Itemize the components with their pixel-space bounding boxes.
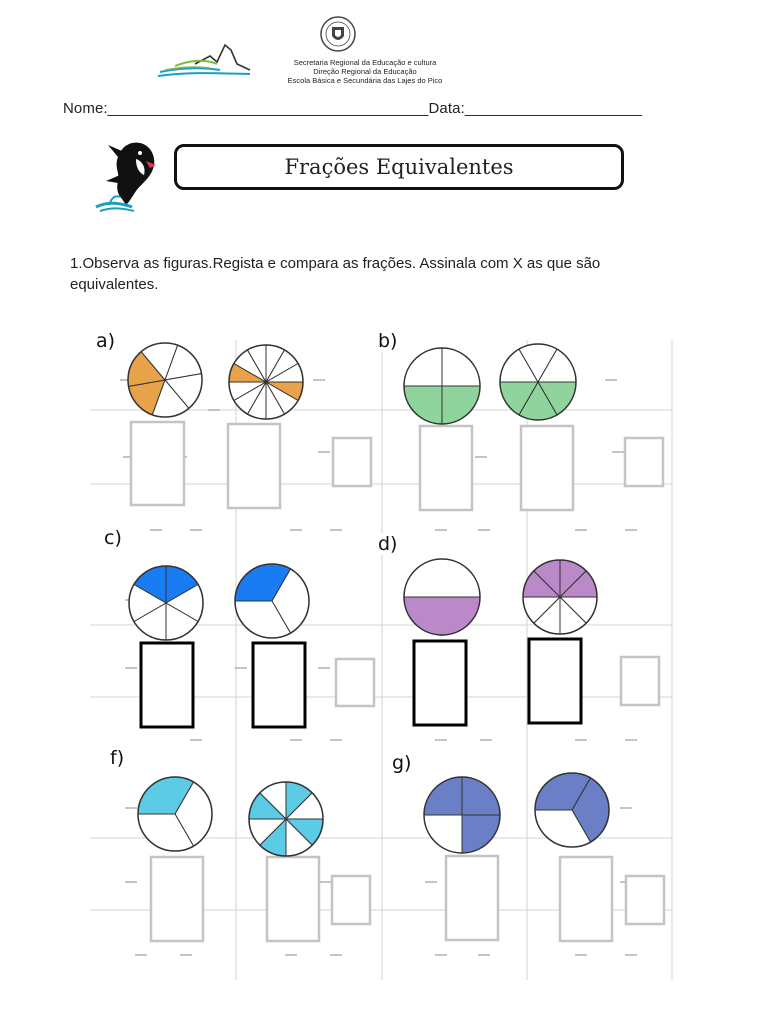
answer-box[interactable]	[332, 876, 370, 924]
fraction-circle	[138, 777, 212, 851]
answer-box[interactable]	[560, 857, 612, 941]
fraction-circle	[500, 344, 576, 420]
answer-box[interactable]	[626, 876, 664, 924]
fraction-circle	[128, 343, 202, 417]
answer-box[interactable]	[625, 438, 663, 486]
answer-box[interactable]	[333, 438, 371, 486]
answer-box[interactable]	[253, 643, 305, 727]
fraction-slice	[404, 559, 480, 597]
question-label-f: f)	[106, 747, 128, 769]
answer-box[interactable]	[336, 659, 374, 706]
question-label-g: g)	[388, 752, 415, 774]
fraction-circle	[235, 564, 309, 638]
fraction-circle	[404, 559, 480, 635]
fraction-circle	[229, 345, 303, 419]
page-title: Frações Equivalentes	[284, 155, 514, 179]
answer-box[interactable]	[131, 422, 184, 505]
school-line-3: Escola Básica e Secundária das Lajes do Pico	[287, 76, 443, 85]
answer-box[interactable]	[529, 639, 581, 723]
answer-box[interactable]	[446, 856, 498, 940]
answer-box[interactable]	[420, 426, 472, 510]
school-line-1: Secretaria Regional da Educação e cultura	[293, 58, 437, 67]
fraction-circle	[404, 348, 480, 424]
fraction-circle	[535, 773, 609, 847]
answer-box[interactable]	[267, 857, 319, 941]
fraction-circle	[129, 566, 203, 640]
question-label-b: b)	[374, 330, 401, 352]
name-date-field-line[interactable]: Nome:______________________________________Data:_____________________	[63, 100, 643, 117]
answer-box[interactable]	[621, 657, 659, 705]
fraction-circle	[523, 560, 597, 634]
exercise-instruction: 1.Observa as figuras.Regista e compara as frações. Assinala com X as que são equivalentes.	[70, 255, 601, 293]
answer-box[interactable]	[228, 424, 280, 508]
answer-box[interactable]	[414, 641, 466, 725]
answer-box[interactable]	[141, 643, 193, 727]
question-label-a: a)	[92, 330, 119, 352]
fraction-slice	[404, 597, 480, 635]
school-line-2: Direção Regional da Educação	[313, 67, 417, 76]
question-label-c: c)	[100, 527, 126, 549]
answer-box[interactable]	[521, 426, 573, 510]
question-label-d: d)	[374, 533, 401, 555]
fraction-circle	[424, 777, 500, 853]
answer-box[interactable]	[151, 857, 203, 941]
fraction-circle	[249, 782, 323, 856]
